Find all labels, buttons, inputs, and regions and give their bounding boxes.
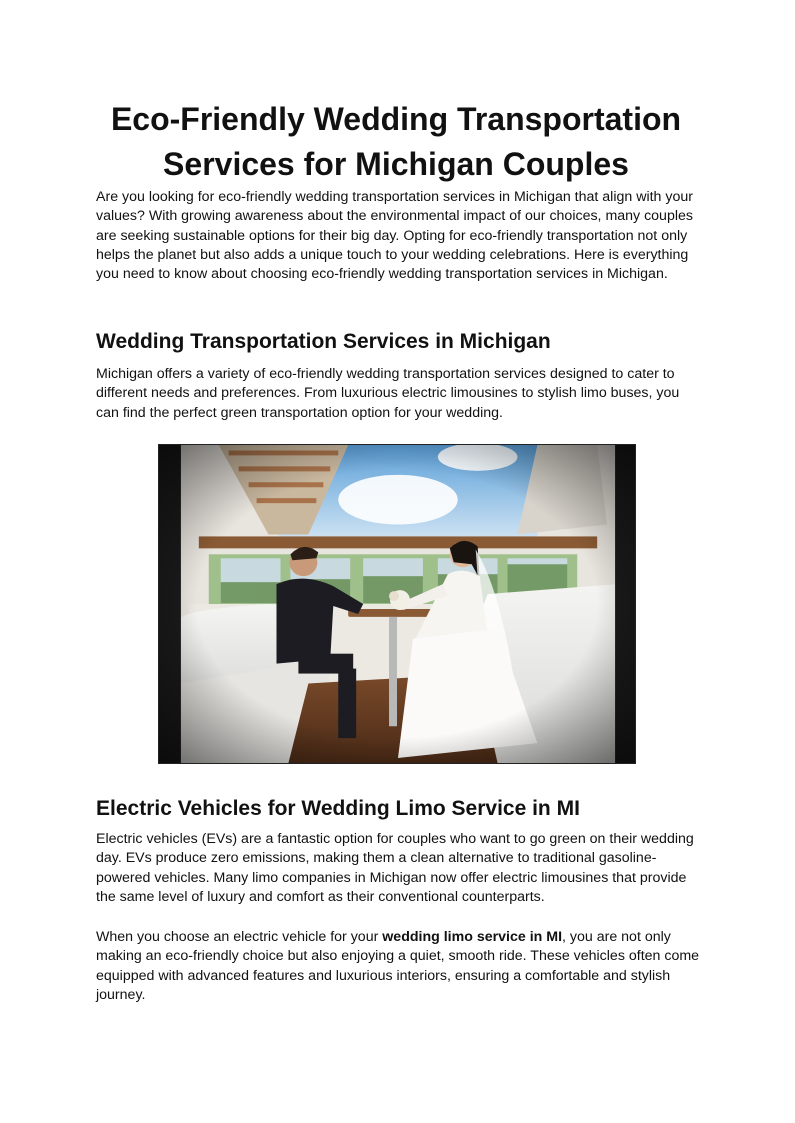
paragraph-text-before: When you choose an electric vehicle for your (96, 929, 383, 945)
limo-interior-photo (158, 444, 636, 764)
section-paragraph-wedding-transportation: Michigan offers a variety of eco-friendly wedding transportation services designed to cater to different needs and preferences. From luxurious electric limousines to stylish limo buses, you can find the perfect green transportation option for your wedding. (96, 366, 680, 421)
paragraph-text-after: , you are not only making an eco-friendly choice but also enjoying a quiet, smooth ride. These vehicles often come equipped with advanced features and luxurious interiors, ensuring a comfortable and stylish journey. (96, 929, 700, 1003)
section-heading-electric-vehicles: Electric Vehicles for Wedding Limo Service in MI (96, 797, 580, 820)
wedding-limo-service-bold: wedding limo service in MI (382, 929, 563, 945)
intro-paragraph: Are you looking for eco-friendly wedding transportation services in Michigan that align with your values? With growing awareness about the environmental impact of our choices, many couples are seeking sustainable options for their big day. Opting for eco-friendly transportation not only helps the planet but also adds a unique touch to your wedding celebrations. Here is everything you need to know about choosing eco-friendly wedding transportation services in Michigan. (96, 189, 693, 283)
page-title (96, 97, 696, 187)
electric-vehicles-paragraph-1: Electric vehicles (EVs) are a fantastic option for couples who want to go green on their wedding day. EVs produce zero emissions, making them a clean alternative to traditional gasoline-powered vehicles. Many limo companies in Michigan now offer electric limousines that provide the same level of luxury and comfort as their conventional counterparts. (96, 831, 694, 905)
section-heading-wedding-transportation: Wedding Transportation Services in Michigan (96, 330, 551, 353)
title-line-2: Services for Michigan Couples (163, 146, 629, 182)
title-line-1: Eco-Friendly Wedding Transportation (110, 101, 682, 137)
electric-vehicles-paragraph-2 (96, 928, 701, 1005)
